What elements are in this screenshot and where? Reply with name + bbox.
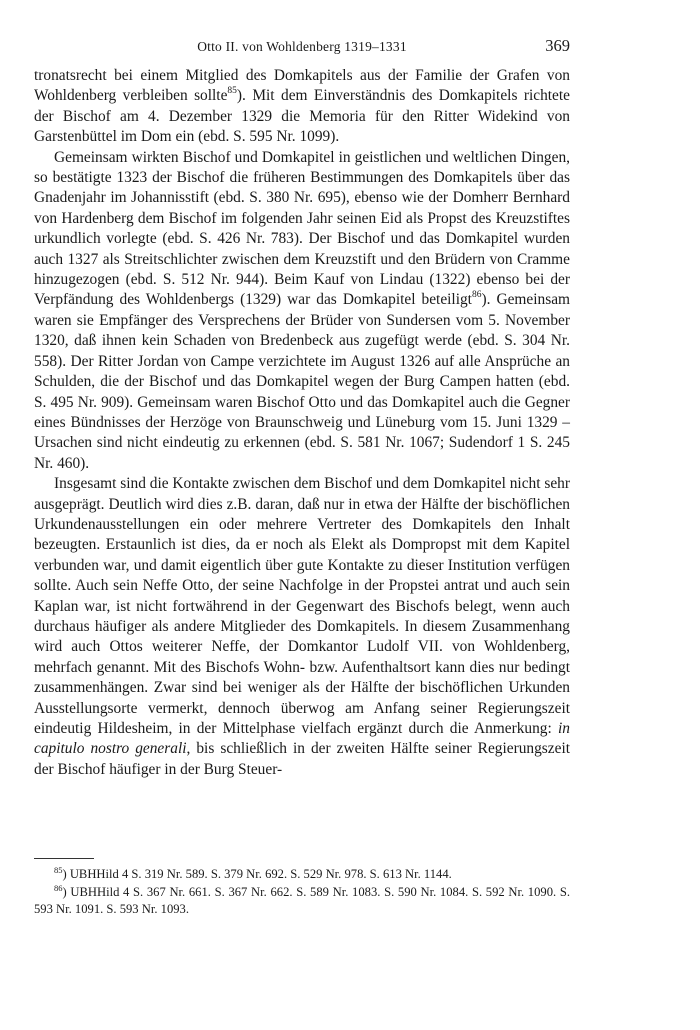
footnote-ref-85[interactable]: 85 xyxy=(227,86,237,97)
latin-quotation: in capitulo nostro generali xyxy=(34,720,570,758)
paragraph-2-text-b: ). Gemeinsam waren sie Empfänger des Versprechens der Brüder von Sundersen vom 5. November 1320, daß ihnen kein Schaden von Bredenbeck aus zugefügt werde (ebd. S. 304 Nr. 558). Der Ritter Jordan von Campe verzichtete im August 1326 auf alle Ansprüche an Schulden, die der Bischof und das Domkapitel wegen der Burg Campen hatten (ebd. S. 495 Nr. 909). Gemeinsam waren Bischof Otto und das Domkapitel auch die Gegner eines Bündnisses der Herzöge von Braunschweig und Lüneburg vom 15. Juni 1329 – Ursachen sind nicht eindeutig zu erkennen (ebd. S. 581 Nr. 1067; Sudendorf 1 S. 245 Nr. 460). xyxy=(34,291,570,472)
paragraph-1-text-b: ). Mit dem Einverständnis des Domkapitels richtete der Bischof am 4. Dezember 1329 die Memoria für den Ritter Widekind von Garstenbüttel im Dom ein (ebd. S. 595 Nr. 1099). xyxy=(34,87,571,146)
footnote-text: ) UBHHild 4 S. 319 Nr. 589. S. 379 Nr. 692. S. 529 Nr. 978. S. 613 Nr. 1144. xyxy=(62,867,452,881)
paragraph-3-text-b: , bis schließlich in der zweiten Hälfte seiner Regierungszeit der Bischof häufiger in der Burg Steuer- xyxy=(34,740,570,778)
footnotes xyxy=(34,866,570,919)
running-head xyxy=(34,36,570,58)
paragraph-2-text-a: Gemeinsam wirkten Bischof und Domkapitel in geistlichen und weltlichen Dingen, so bestätigte 1323 der Bischof die früheren Bestimmungen des Domkapitels über das Gnadenjahr im Johannisstift (ebd. S. 380 Nr. 695), ebenso wie der Domherr Bernhard von Hardenberg dem Bischof im folgenden Jahr seinen Eid als Propst des Kreuzstiftes urkundlich vorlegte (ebd. S. 426 Nr. 783). Der Bischof und das Domkapitel wurden auch 1327 als Streitschlichter zwischen dem Kreuzstift und den Brüdern von Cramme hinzugezogen (ebd. S. 512 Nr. 944). Beim Kauf von Lindau (1322) ebenso bei der Verpfändung des Wohldenbergs (1329) war das Domkapitel beteiligt xyxy=(34,148,570,309)
running-title: Otto II. von Wohldenberg 1319–1331 xyxy=(197,39,407,54)
footnote-marker: 86 xyxy=(54,882,63,893)
footnote-separator xyxy=(34,858,94,859)
paragraph-3 xyxy=(34,474,570,780)
footnote-marker: 85 xyxy=(54,864,63,875)
paragraph-1 xyxy=(34,66,570,148)
footnote-text: ) UBHHild 4 S. 367 Nr. 661. S. 367 Nr. 662. S. 589 Nr. 1083. S. 590 Nr. 1084. S. 592 Nr. 1090. S. 593 Nr. 1091. S. 593 Nr. 1093. xyxy=(34,884,570,916)
paragraph-3-text-a: Insgesamt sind die Kontakte zwischen dem Bischof und dem Domkapitel nicht sehr ausgeprägt. Deutlich wird dies z.B. daran, daß nur in etwa der Hälfte der bischöflichen Urkundenausstellungen ein oder mehrere Vertreter des Domkapitels den Inhalt bezeugten. Erstaunlich ist dies, da er noch als Elekt als Dompropst mit dem Kapitel verbunden war, und damit eigentlich über gute Kontakte zu dieser Institution verfügen sollte. Auch sein Neffe Otto, der seine Nachfolge in der Propstei antrat und auch sein Kaplan war, ist nicht fortwährend in der Gegenwart des Bischofs belegt, wenn auch durchaus häufiger als andere Mitglieder des Domkapitels. In diesem Zusammenhang wird auch Ottos weiterer Neffe, der Domkantor Ludolf VII. von Wohldenberg, mehrfach genannt. Mit des Bischofs Wohn- bzw. Aufenthaltsort kann dies nur bedingt zusammenhängen. Zwar sind bei weniger als der Hälfte der bischöflichen Urkunden Ausstellungsorte vermerkt, dennoch überwog am Anfang seiner Regierungszeit eindeutig Hildesheim, in der Mittelphase vielfach ergänzt durch die Anmerkung: xyxy=(34,475,570,737)
main-text xyxy=(34,66,570,780)
footnote-85 xyxy=(34,866,570,884)
paragraph-1-text-a: tronatsrecht bei einem Mitglied des Domkapitels aus der Familie der Grafen von Wohldenberg verbleiben sollte xyxy=(34,67,570,105)
page-number: 369 xyxy=(545,36,570,55)
footnote-86 xyxy=(34,884,570,919)
footnote-ref-86[interactable]: 86 xyxy=(471,290,482,301)
paragraph-2 xyxy=(34,148,570,475)
